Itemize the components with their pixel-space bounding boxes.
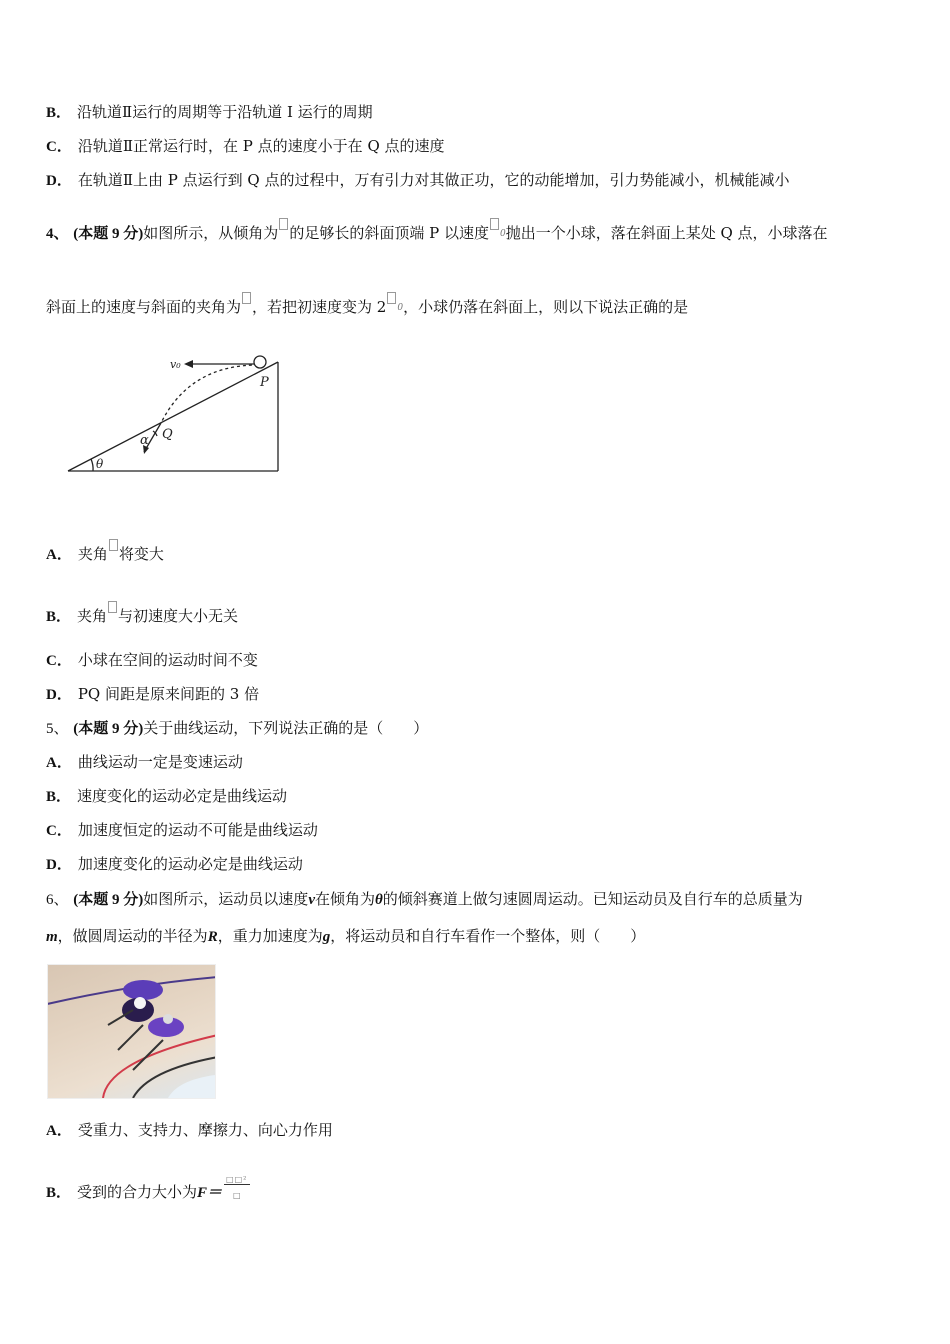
missing-glyph-placeholder (279, 218, 288, 230)
q4-stem-line1 (46, 218, 828, 244)
option-label: A． (46, 755, 72, 771)
option-label: B． (46, 609, 72, 625)
option-label: A． (46, 1123, 72, 1139)
option-text: 加速度变化的运动必定是曲线运动 (77, 855, 303, 873)
var-m: m (46, 929, 58, 945)
q6-stem-line2 (46, 926, 645, 947)
q3-option-b (46, 102, 373, 123)
option-text: 加速度恒定的运动不可能是曲线运动 (77, 821, 318, 839)
option-label: C． (46, 653, 72, 669)
theta-label: θ (96, 457, 104, 471)
stem-text: ，做圆周运动的半径为 (57, 927, 208, 945)
option-label: B． (46, 789, 72, 805)
v0-arrowhead (184, 360, 193, 368)
option-label: D． (46, 687, 72, 703)
p-label: P (260, 375, 269, 390)
option-text: 将变大 (118, 545, 164, 563)
q3-option-c (46, 136, 445, 157)
missing-glyph-placeholder (490, 218, 499, 230)
question-number: 6、 (46, 892, 69, 908)
q6-option-b (46, 1175, 252, 1208)
q6-stem-line1 (46, 889, 803, 910)
missing-glyph-placeholder (108, 601, 117, 613)
stem-text: 在倾角为 (314, 890, 375, 908)
stem-text: ，将运动员和自行车看作一个整体，则（ ） (330, 927, 646, 945)
option-text: 速度变化的运动必定是曲线运动 (77, 787, 288, 805)
option-label: C． (46, 823, 72, 839)
option-text: 受到的合力大小为 (77, 1183, 198, 1201)
stem-text: ，小球仍落在斜面上，则以下说法正确的是 (403, 298, 689, 316)
fraction-bar (224, 1184, 250, 1185)
fraction-denominator: □ (233, 1191, 241, 1200)
option-label: C． (46, 139, 72, 155)
ball (254, 356, 266, 368)
option-text: 与初速度大小无关 (118, 607, 239, 625)
option-text: 受重力、支持力、摩擦力、向心力作用 (77, 1121, 333, 1139)
option-label: D． (46, 857, 72, 873)
q3-option-d (46, 170, 790, 191)
q-label: Q (162, 427, 173, 442)
q4-option-d (46, 684, 259, 705)
q4-option-a (46, 539, 164, 565)
option-text: 小球在空间的运动时间不变 (77, 651, 258, 669)
option-text: 沿轨道Ⅱ正常运行时，在 P 点的速度小于在 Q 点的速度 (77, 137, 445, 155)
missing-glyph-placeholder (109, 539, 118, 551)
option-text: 夹角 (77, 545, 108, 563)
q4-option-c (46, 650, 258, 671)
track-illustration (48, 965, 215, 1098)
stem-text: ，重力加速度为 (217, 927, 323, 945)
q5-option-c (46, 820, 318, 841)
question-score: (本题 9 分) (73, 226, 144, 242)
option-label: D． (46, 173, 72, 189)
option-text: PQ 间距是原来间距的 3 倍 (77, 685, 260, 703)
fraction (224, 1175, 252, 1208)
stem-text: 的倾斜赛道上做匀速圆周运动。已知运动员及自行车的总质量为 (382, 890, 803, 908)
question-number: 4、 (46, 226, 69, 242)
question-score: (本题 9 分) (73, 892, 144, 908)
var-theta: θ (375, 892, 383, 908)
stem-text: 关于曲线运动，下列说法正确的是（ ） (143, 719, 429, 737)
incline-diagram (60, 350, 290, 478)
stem-text: 如图所示，运动员以速度 (143, 890, 309, 908)
q5-stem (46, 718, 428, 739)
subscript-zero: 0 (397, 303, 404, 313)
q4-option-b (46, 601, 238, 627)
q4-stem-line2 (46, 292, 688, 318)
q5-option-d (46, 854, 303, 875)
alpha-label: α (140, 433, 149, 448)
cyclists-photo (47, 964, 216, 1099)
missing-glyph-placeholder (387, 292, 396, 304)
option-text: 夹角 (77, 607, 108, 625)
q6-option-a (46, 1120, 333, 1141)
stem-text: 斜面上的速度与斜面的夹角为 (46, 298, 242, 316)
formula-variable: F＝ (197, 1185, 223, 1201)
question-score: (本题 9 分) (73, 721, 144, 737)
stem-text: ，若把初速度变为 2 (252, 298, 387, 316)
option-label: B． (46, 1185, 72, 1201)
question-number: 5、 (46, 721, 69, 737)
fraction-numerator: □□² (226, 1175, 248, 1184)
option-label: A． (46, 547, 72, 563)
var-R: R (207, 929, 218, 945)
option-label: B． (46, 105, 72, 121)
var-g: g (322, 929, 331, 945)
q5-option-a (46, 752, 243, 773)
option-text: 曲线运动一定是变速运动 (77, 753, 243, 771)
stem-text: 抛出一个小球，落在斜面上某处 Q 点，小球落在 (505, 224, 828, 242)
var-v: v (308, 892, 315, 908)
option-text: 沿轨道Ⅱ运行的周期等于沿轨道 I 运行的周期 (77, 103, 373, 121)
option-text: 在轨道Ⅱ上由 P 点运行到 Q 点的过程中，万有引力对其做正功，它的动能增加，引力势能减小，机械能减小 (77, 171, 790, 189)
stem-text: 如图所示，从倾角为 (143, 224, 279, 242)
v0-label: v₀ (170, 358, 181, 371)
missing-glyph-placeholder (242, 292, 251, 304)
q5-option-b (46, 786, 287, 807)
stem-text: 的足够长的斜面顶端 P 以速度 (289, 224, 489, 242)
subscript-zero: 0 (499, 229, 506, 239)
